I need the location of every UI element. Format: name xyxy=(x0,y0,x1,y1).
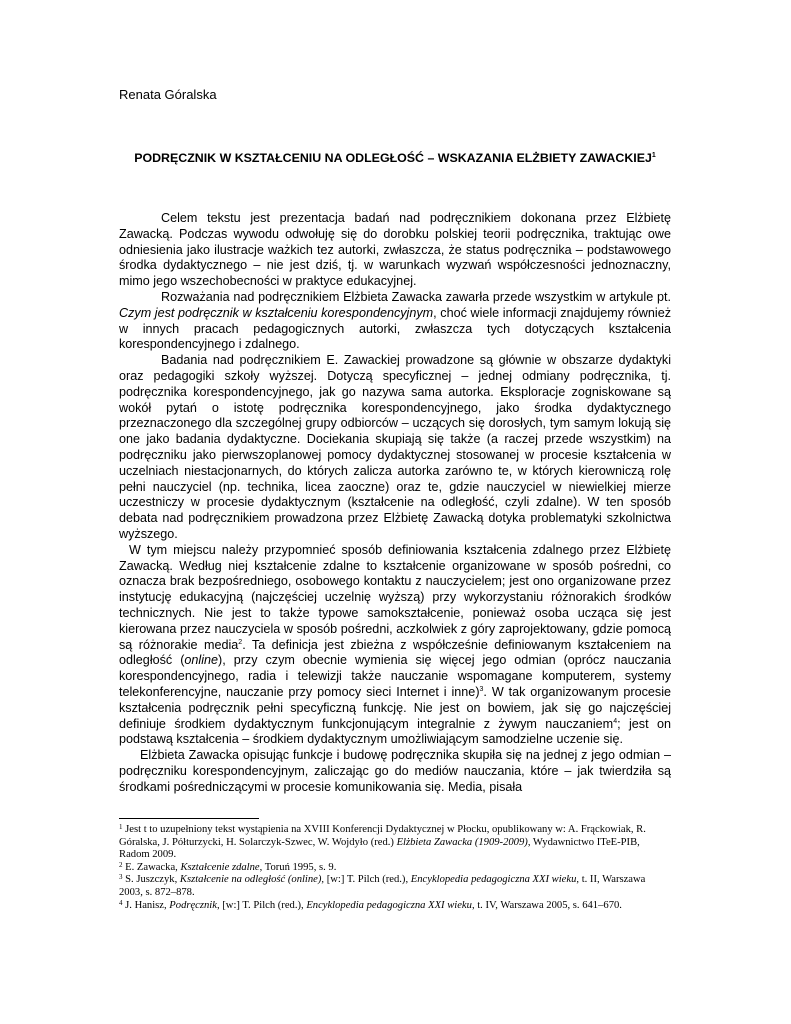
paragraph-2-text-b: , choć wiele informacji znajdujemy również w innych pracach pedagogicznych autorki, zwłaszcza tych dotyczących kształcenia korespondencyjnego i zdalnego. xyxy=(119,305,672,352)
footnote-2 xyxy=(119,862,671,875)
paragraph-4-online: online xyxy=(184,653,219,668)
paragraph-5: Elżbieta Zawacka opisując funkcje i budowę podręcznika skupiła się na jednej z jego odmian – podręczniku korespondencyjnym, zaliczając go do mediów nauczania, które – jak twierdziła są środkami pośredniczącymi w procesie komunikowania się. Media, pisała xyxy=(119,748,671,794)
footnote-3-entry-title: Kształcenie na odległość (online), xyxy=(179,874,325,886)
footnote-3-text-c: , t. II, Warszawa 2003, s. 872–878. xyxy=(119,874,646,898)
paragraph-2-text-a: Rozważania nad podręcznikiem Elżbieta Zawacka zawarła przede wszystkim w artykule pt. xyxy=(161,289,671,304)
article-body xyxy=(119,211,671,795)
footnote-2-number: 2 xyxy=(119,860,123,869)
footnote-4-number: 4 xyxy=(119,898,123,907)
footnote-1-text-a: Jest t to uzupełniony tekst wystąpienia na XVIII Konferencji Dydaktycznej w Płocku, opublikowany w: A. Frąckowiak, R. Góralska, J. Półturzycki, H. Solarczyk-Szwec, W. Wojdyło (red.) xyxy=(119,824,646,848)
footnote-4-encyclopedia-title: Encyklopedia pedagogiczna XXI wieku xyxy=(306,899,472,911)
footnote-3-number: 3 xyxy=(119,873,123,882)
paragraph-2-article-title: Czym jest podręcznik w kształceniu korespondencyjnym xyxy=(119,305,434,320)
title-text: PODRĘCZNIK W KSZTAŁCENIU NA ODLEGŁOŚĆ – WSKAZANIA ELŻBIETY ZAWACKIEJ xyxy=(134,151,652,165)
paragraph-4-text-b: . Ta definicja jest zbieżna z współcześnie definiowanym kształceniem na odległość ( xyxy=(119,637,671,668)
footnote-ref-4[interactable]: 4 xyxy=(613,717,618,725)
footnote-3-text-a: S. Juszczyk, xyxy=(122,874,180,886)
footnote-2-text-b: , Toruń 1995, s. 9. xyxy=(259,861,337,873)
footnote-separator xyxy=(119,818,259,819)
footnote-4-text-c: , t. IV, Warszawa 2005, s. 641–670. xyxy=(471,899,622,911)
footnote-3-text-b: [w:] T. Pilch (red.), xyxy=(324,874,411,886)
author-name: Renata Góralska xyxy=(119,87,217,102)
footnote-4 xyxy=(119,900,671,913)
paragraph-4 xyxy=(119,543,671,748)
paragraph-3: Badania nad podręcznikiem E. Zawackiej prowadzone są głównie w obszarze dydaktyki oraz pedagogiki szkoły wyższej. Dotyczą specyficznej – jednej odmiany podręcznika, tj. podręcznika korespondencyjnego, jak go nazywa sama autorka. Eksploracje zogniskowane są wokół pytań o istotę podręcznika korespondencyjnego, jako środka dydaktycznego przeznaczonego dla szczególnej grupy odbiorców – uczących się dorosłych, tym samym lokują się one jako badania dydaktyczne. Dociekania skupiają się także (a raczej przede wszystkim) na podręczniku jako pierwszoplanowej pomocy dydaktycznej stosowanej w procesie kształcenia w uczelniach niestacjonarnych, do których zalicza autorka zarówno te, w których kierowniczą rolę pełni nauczyciel (np. technika, licea zaoczne) oraz te, gdzie nauczyciel w niewielkiej mierze uczestniczy w procesie dydaktycznym (kształcenie na odległość, czyli zdalne). W ten sposób debata nad podręcznikiem prowadzona przez Elżbietę Zawacką dotyka problematyki szkolnictwa wyższego. xyxy=(119,353,671,541)
paragraph-1: Celem tekstu jest prezentacja badań nad podręcznikiem dokonana przez Elżbietę Zawacką. Podczas wywodu odwołuję się do dorobku polskiej teorii podręcznika, traktując owe odniesienia jako ilustracje ważkich tez autorki, zwłaszcza, że status podręcznika – podstawowego środka dydaktycznego – nie jest dziś, tj. w warunkach wyzwań współczesności jednoznaczny, mimo jego wszechobecności w praktyce edukacyjnej. xyxy=(119,211,671,289)
footnotes xyxy=(119,824,671,912)
paragraph-4-text-d: . W tak organizowanym procesie kształcenia podręcznik pełni specyficzną funkcję. Nie jest on bowiem, jak się go najczęściej definiuje środkiem dydaktycznym funkcjonującym integralnie z żywym nauczaniem xyxy=(119,684,672,731)
paragraph-4-text-a: W tym miejscu należy przypomnieć sposób definiowania kształcenia zdalnego przez Elżbietę Zawacką. Według niej kształcenie zdalne to kształcenie organizowane w sposób pośredni, co oznacza brak bezpośredniego, osobowego kontaktu z nauczycielem; jest ono organizowane przez instytucję edukacyjną (najczęściej uczelnię wyższą) przy wykorzystaniu różnorakich środków technicznych. Nie jest to także typowe samokształcenie, ponieważ osoba ucząca się jest kierowana przez nauczyciela w sposób pośredni, aczkolwiek z góry zaprojektowany, gdzie pomocą są różnorakie media xyxy=(119,542,671,652)
footnote-4-entry-title: Podręcznik xyxy=(169,899,217,911)
paragraph-4-text-c: ), przy czym obecnie wymienia się więcej jego odmian (oprócz nauczania korespondencyjnego, radia i telewizji także nauczanie wspomagane komputerem, systemy telekonferencyjne, nauczanie przy pomocy sieci Internet i inne) xyxy=(119,653,671,699)
footnote-3-encyclopedia-title: Encyklopedia pedagogiczna XXI wieku xyxy=(410,874,577,886)
footnote-1-number: 1 xyxy=(119,823,123,831)
footnote-2-book-title: Kształcenie zdalne xyxy=(180,861,260,873)
footnote-3 xyxy=(119,874,671,899)
footnote-2-text-a: E. Zawacka, xyxy=(122,861,181,873)
footnote-ref-2[interactable]: 2 xyxy=(238,638,243,646)
title-footnote-ref[interactable]: 1 xyxy=(651,152,656,159)
footnote-1 xyxy=(119,824,671,862)
paragraph-4-text-e: ; jest on podstawą kształcenia – środkiem dydaktycznym umożliwiającym samodzielne uczenie się. xyxy=(119,716,671,747)
footnote-1-text-b: , Wydawnictwo ITeE-PIB, Radom 2009. xyxy=(119,836,640,861)
footnote-4-text-a: J. Hanisz, xyxy=(122,899,170,911)
footnote-4-text-b: , [w:] T. Pilch (red.), xyxy=(216,899,307,911)
paragraph-2 xyxy=(119,290,671,353)
footnote-ref-3[interactable]: 3 xyxy=(479,685,484,693)
footnote-1-book-title: Elżbieta Zawacka (1909-2009) xyxy=(396,836,528,848)
article-title xyxy=(119,151,671,166)
